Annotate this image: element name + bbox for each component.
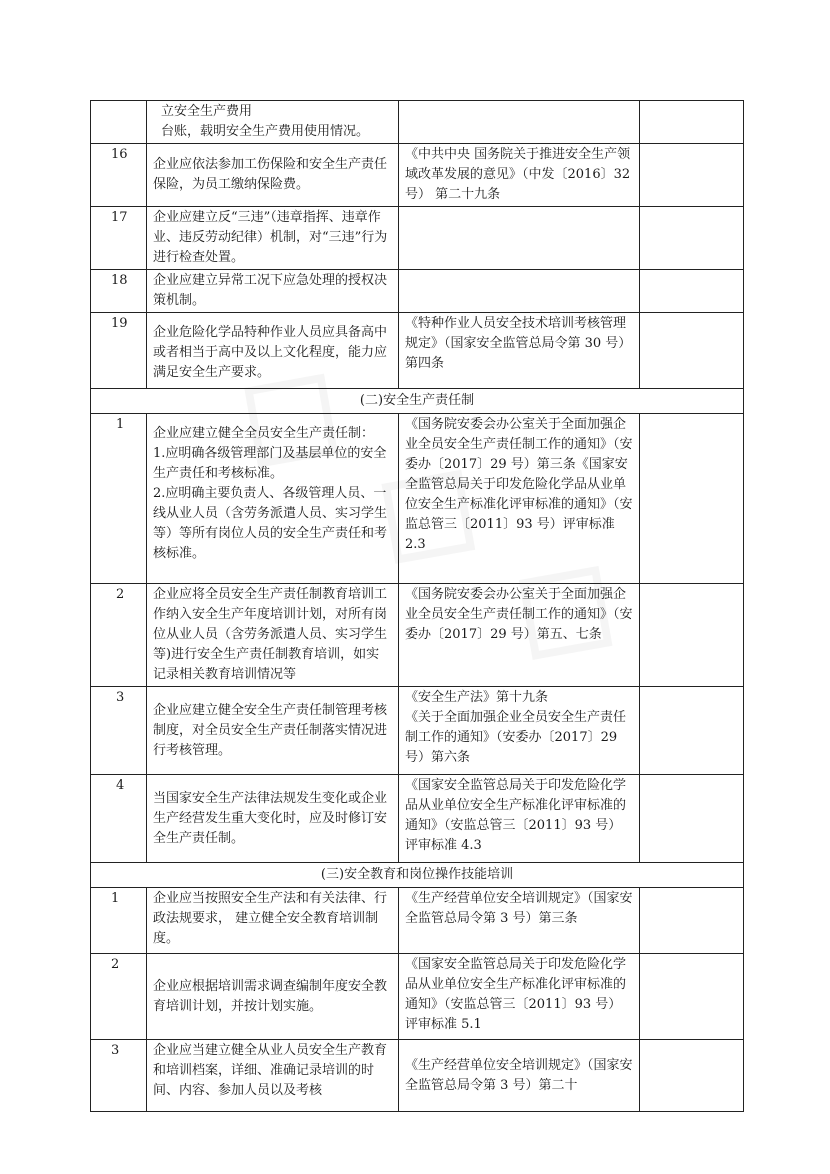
section-header <box>91 863 744 888</box>
basis-cell: 《生产经营单位安全培训规定》（国家安全监管总局令第 3 号）第二十 <box>399 1040 640 1112</box>
requirement-cell <box>147 414 399 584</box>
remark-cell <box>640 101 744 144</box>
remark-cell <box>640 775 744 863</box>
remark-cell <box>640 954 744 1040</box>
basis-cell <box>399 207 640 270</box>
row-number: 3 <box>91 687 147 775</box>
requirement-cell: 企业应当按照安全生产法和有关法律、行政法规要求， 建立健全安全教育培训制度。 <box>147 888 399 954</box>
row-number: 17 <box>91 207 147 270</box>
remark-cell <box>640 144 744 207</box>
requirement-cell: 企业应建立异常工况下应急处理的授权决策机制。 <box>147 270 399 313</box>
basis-cell: 《国务院安委会办公室关于全面加强企业全员安全生产责任制工作的通知》（安委办〔2017〕29 号）第五、七条 <box>399 584 640 687</box>
row-number: 3 <box>91 1040 147 1112</box>
remark-cell <box>640 414 744 584</box>
remark-cell <box>640 1040 744 1112</box>
requirement-cell: 企业应根据培训需求调查编制年度安全教育培训计划，并按计划实施。 <box>147 954 399 1040</box>
basis-cell: 《安全生产法》第十九条 《关于全面加强企业全员安全生产责任制工作的通知》（安委办〔2017〕29 号）第六条 <box>399 687 640 775</box>
section-header <box>91 389 744 414</box>
row-number: 2 <box>91 584 147 687</box>
table-row <box>91 888 744 954</box>
row-number: 4 <box>91 775 147 863</box>
requirement-cell: 当国家安全生产法律法规发生变化或企业生产经营发生重大变化时，应及时修订安全生产责任制。 <box>147 775 399 863</box>
basis-cell <box>399 101 640 144</box>
requirement-cell: 企业应建立健全安全生产责任制管理考核制度，对全员安全生产责任制落实情况进行考核管理。 <box>147 687 399 775</box>
table-row <box>91 954 744 1040</box>
requirement-item: 1.应明确各级管理部门及基层单位的安全生产责任和考核标准。 <box>153 446 387 481</box>
basis-cell: 《国家安全监管总局关于印发危险化学品从业单位安全生产标准化评审标准的通知》（安监总管三〔2011〕93 号）评审标准 5.1 <box>399 954 640 1040</box>
basis-cell: 《国家安全监管总局关于印发危险化学品从业单位安全生产标准化评审标准的通知》（安监总管三〔2011〕93 号）评审标准 4.3 <box>399 775 640 863</box>
remark-cell <box>640 207 744 270</box>
requirement-cell: 企业危险化学品特种作业人员应具备高中或者相当于高中及以上文化程度，能力应满足安全生产要求。 <box>147 313 399 389</box>
table-row <box>91 584 744 687</box>
inspection-table <box>90 100 744 1112</box>
table-row <box>91 101 744 144</box>
basis-cell: 《生产经营单位安全培训规定》（国家安全监管总局令第 3 号）第三条 <box>399 888 640 954</box>
table-row <box>91 144 744 207</box>
requirement-item: 2.应明确主要负责人、各级管理人员、一线从业人员（含劳务派遣人员、实习学生等）等所有岗位人员的安全生产责任和考核标准。 <box>153 486 388 561</box>
basis-cell: 《国务院安委会办公室关于全面加强企业全员安全生产责任制工作的通知》（安委办〔2017〕29 号）第三条《国家安全监管总局关于印发危险化学品从业单位安全生产标准化评审标准的通知》（安监总管三〔2011〕93 号）评审标准 2.3 <box>399 414 640 584</box>
remark-cell <box>640 270 744 313</box>
table-row <box>91 1040 744 1112</box>
remark-cell <box>640 313 744 389</box>
section-title: (三)安全教育和岗位操作技能培训 <box>91 863 744 888</box>
requirement-cell: 企业应建立反“三违”（违章指挥、违章作业、违反劳动纪律）机制，对“三违”行为进行检查处置。 <box>147 207 399 270</box>
requirement-intro: 企业应建立健全全员安全生产责任制： <box>153 426 375 441</box>
remark-cell <box>640 584 744 687</box>
table-row <box>91 270 744 313</box>
basis-cell <box>399 270 640 313</box>
table-row <box>91 775 744 863</box>
remark-cell <box>640 687 744 775</box>
section-title: (二)安全生产责任制 <box>91 389 744 414</box>
row-number: 2 <box>91 954 147 1040</box>
table-row <box>91 687 744 775</box>
row-number: 16 <box>91 144 147 207</box>
row-number <box>91 101 147 144</box>
table-row <box>91 414 744 584</box>
row-number: 18 <box>91 270 147 313</box>
requirement-cell: 企业应依法参加工伤保险和安全生产责任保险，为员工缴纳保险费。 <box>147 144 399 207</box>
row-number: 19 <box>91 313 147 389</box>
remark-cell <box>640 888 744 954</box>
basis-cell: 《特种作业人员安全技术培训考核管理规定》（国家安全监管总局令第 30 号）第四条 <box>399 313 640 389</box>
row-number: 1 <box>91 414 147 584</box>
table-row <box>91 313 744 389</box>
requirement-cell: 立安全生产费用 台账，载明安全生产费用使用情况。 <box>147 101 399 144</box>
basis-cell: 《中共中央 国务院关于推进安全生产领域改革发展的意见》（中发〔2016〕32 号） 第二十九条 <box>399 144 640 207</box>
requirement-cell: 企业应当建立健全从业人员安全生产教育和培训档案，详细、准确记录培训的时间、内容、参加人员以及考核 <box>147 1040 399 1112</box>
requirement-cell: 企业应将全员安全生产责任制教育培训工作纳入安全生产年度培训计划，对所有岗位从业人员（含劳务派遣人员、实习学生等)进行安全生产责任制教育培训，如实记录相关教育培训情况等 <box>147 584 399 687</box>
row-number: 1 <box>91 888 147 954</box>
table-row <box>91 207 744 270</box>
